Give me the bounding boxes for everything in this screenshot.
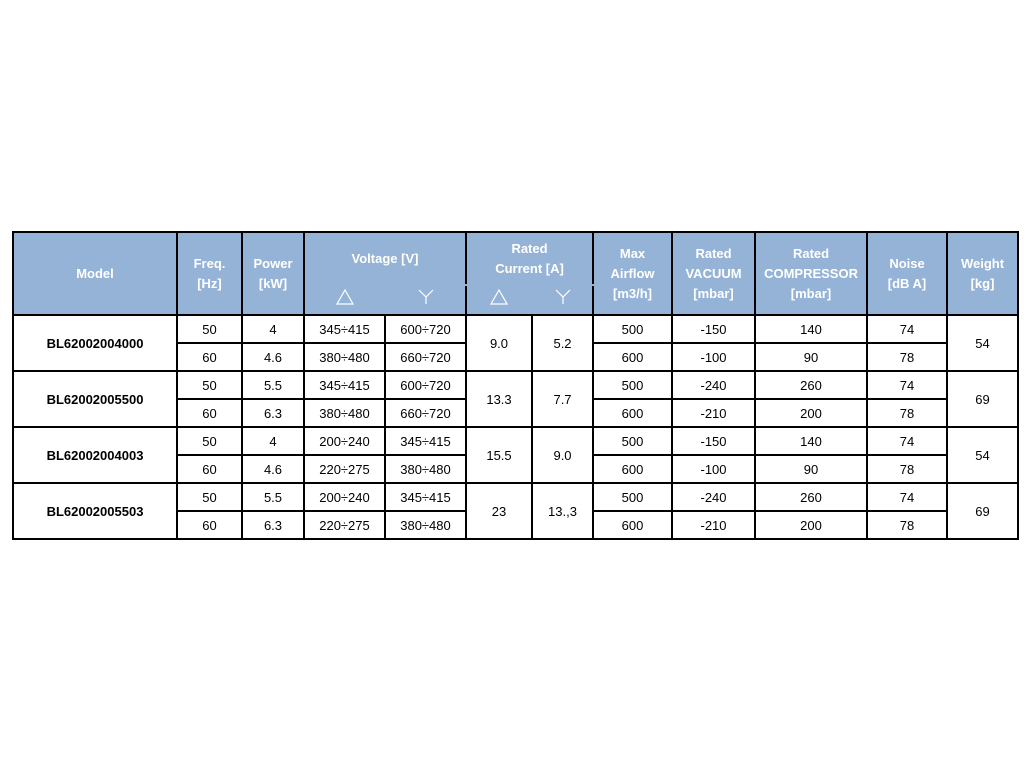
vacuum-cell: -240 (672, 483, 755, 511)
current-star-cell: 13.,3 (532, 483, 593, 539)
noise-cell: 78 (867, 343, 947, 371)
table-row (13, 371, 1018, 399)
current-star-cell: 7.7 (532, 371, 593, 427)
airflow-cell: 500 (593, 371, 672, 399)
power-cell: 5.5 (242, 483, 304, 511)
header-rated-compressor: Rated COMPRESSOR [mbar] (755, 232, 867, 315)
voltage-delta-cell: 380÷480 (304, 399, 385, 427)
weight-cell: 54 (947, 427, 1018, 483)
compressor-cell: 260 (755, 483, 867, 511)
current-star-cell: 5.2 (532, 315, 593, 371)
voltage-star-cell: 345÷415 (385, 427, 466, 455)
airflow-cell: 500 (593, 483, 672, 511)
star-wye-icon (417, 289, 435, 305)
voltage-delta-cell: 345÷415 (304, 315, 385, 343)
freq-cell: 60 (177, 399, 242, 427)
vacuum-cell: -100 (672, 343, 755, 371)
voltage-delta-cell: 220÷275 (304, 511, 385, 539)
airflow-cell: 600 (593, 343, 672, 371)
vacuum-cell: -210 (672, 399, 755, 427)
airflow-cell: 600 (593, 455, 672, 483)
header-rated-vacuum: Rated VACUUM [mbar] (672, 232, 755, 315)
freq-cell: 50 (177, 315, 242, 343)
airflow-cell: 600 (593, 511, 672, 539)
airflow-cell: 500 (593, 427, 672, 455)
noise-cell: 78 (867, 399, 947, 427)
header-power: Power [kW] (242, 232, 304, 315)
header-rated-current: Rated Current [A] (466, 232, 593, 285)
freq-cell: 60 (177, 343, 242, 371)
vacuum-cell: -150 (672, 427, 755, 455)
current-star-header (532, 285, 593, 315)
power-cell: 4.6 (242, 343, 304, 371)
freq-cell: 50 (177, 483, 242, 511)
voltage-delta-cell: 200÷240 (304, 427, 385, 455)
header-voltage: Voltage [V] (304, 232, 466, 285)
model-cell: BL62002005500 (13, 371, 177, 427)
noise-cell: 74 (867, 483, 947, 511)
delta-icon (490, 289, 508, 305)
voltage-star-cell: 600÷720 (385, 315, 466, 343)
delta-icon (336, 289, 354, 305)
current-delta-cell: 23 (466, 483, 532, 539)
header-weight: Weight [kg] (947, 232, 1018, 315)
current-delta-cell: 9.0 (466, 315, 532, 371)
star-wye-icon (554, 289, 572, 305)
voltage-delta-cell: 380÷480 (304, 343, 385, 371)
voltage-star-cell: 660÷720 (385, 399, 466, 427)
power-cell: 6.3 (242, 399, 304, 427)
current-star-cell: 9.0 (532, 427, 593, 483)
freq-cell: 60 (177, 455, 242, 483)
compressor-cell: 140 (755, 315, 867, 343)
voltage-star-cell: 600÷720 (385, 371, 466, 399)
vacuum-cell: -100 (672, 455, 755, 483)
compressor-cell: 90 (755, 343, 867, 371)
power-cell: 4 (242, 315, 304, 343)
voltage-star-cell: 380÷480 (385, 455, 466, 483)
freq-cell: 50 (177, 427, 242, 455)
noise-cell: 78 (867, 455, 947, 483)
compressor-cell: 200 (755, 511, 867, 539)
model-cell: BL62002004003 (13, 427, 177, 483)
current-delta-cell: 15.5 (466, 427, 532, 483)
model-cell: BL62002005503 (13, 483, 177, 539)
voltage-star-cell: 345÷415 (385, 483, 466, 511)
power-cell: 4.6 (242, 455, 304, 483)
model-cell: BL62002004000 (13, 315, 177, 371)
weight-cell: 54 (947, 315, 1018, 371)
noise-cell: 74 (867, 427, 947, 455)
header-row-top (13, 232, 1018, 285)
power-cell: 5.5 (242, 371, 304, 399)
voltage-delta-cell: 345÷415 (304, 371, 385, 399)
header-noise: Noise [dB A] (867, 232, 947, 315)
airflow-cell: 500 (593, 315, 672, 343)
voltage-delta-cell: 220÷275 (304, 455, 385, 483)
vacuum-cell: -240 (672, 371, 755, 399)
weight-cell: 69 (947, 483, 1018, 539)
noise-cell: 78 (867, 511, 947, 539)
current-delta-header (466, 285, 532, 315)
current-delta-cell: 13.3 (466, 371, 532, 427)
voltage-star-cell: 380÷480 (385, 511, 466, 539)
compressor-cell: 260 (755, 371, 867, 399)
voltage-star-cell: 660÷720 (385, 343, 466, 371)
freq-cell: 60 (177, 511, 242, 539)
power-cell: 6.3 (242, 511, 304, 539)
header-max-airflow: Max Airflow [m3/h] (593, 232, 672, 315)
table-row (13, 483, 1018, 511)
voltage-delta-cell: 200÷240 (304, 483, 385, 511)
vacuum-cell: -150 (672, 315, 755, 343)
voltage-delta-header (304, 285, 385, 315)
freq-cell: 50 (177, 371, 242, 399)
weight-cell: 69 (947, 371, 1018, 427)
compressor-cell: 140 (755, 427, 867, 455)
noise-cell: 74 (867, 315, 947, 343)
vacuum-cell: -210 (672, 511, 755, 539)
table-row (13, 427, 1018, 455)
noise-cell: 74 (867, 371, 947, 399)
voltage-star-header (385, 285, 466, 315)
airflow-cell: 600 (593, 399, 672, 427)
header-model: Model (13, 232, 177, 315)
spec-table (12, 231, 1019, 540)
compressor-cell: 90 (755, 455, 867, 483)
power-cell: 4 (242, 427, 304, 455)
table-row (13, 315, 1018, 343)
compressor-cell: 200 (755, 399, 867, 427)
header-freq: Freq. [Hz] (177, 232, 242, 315)
